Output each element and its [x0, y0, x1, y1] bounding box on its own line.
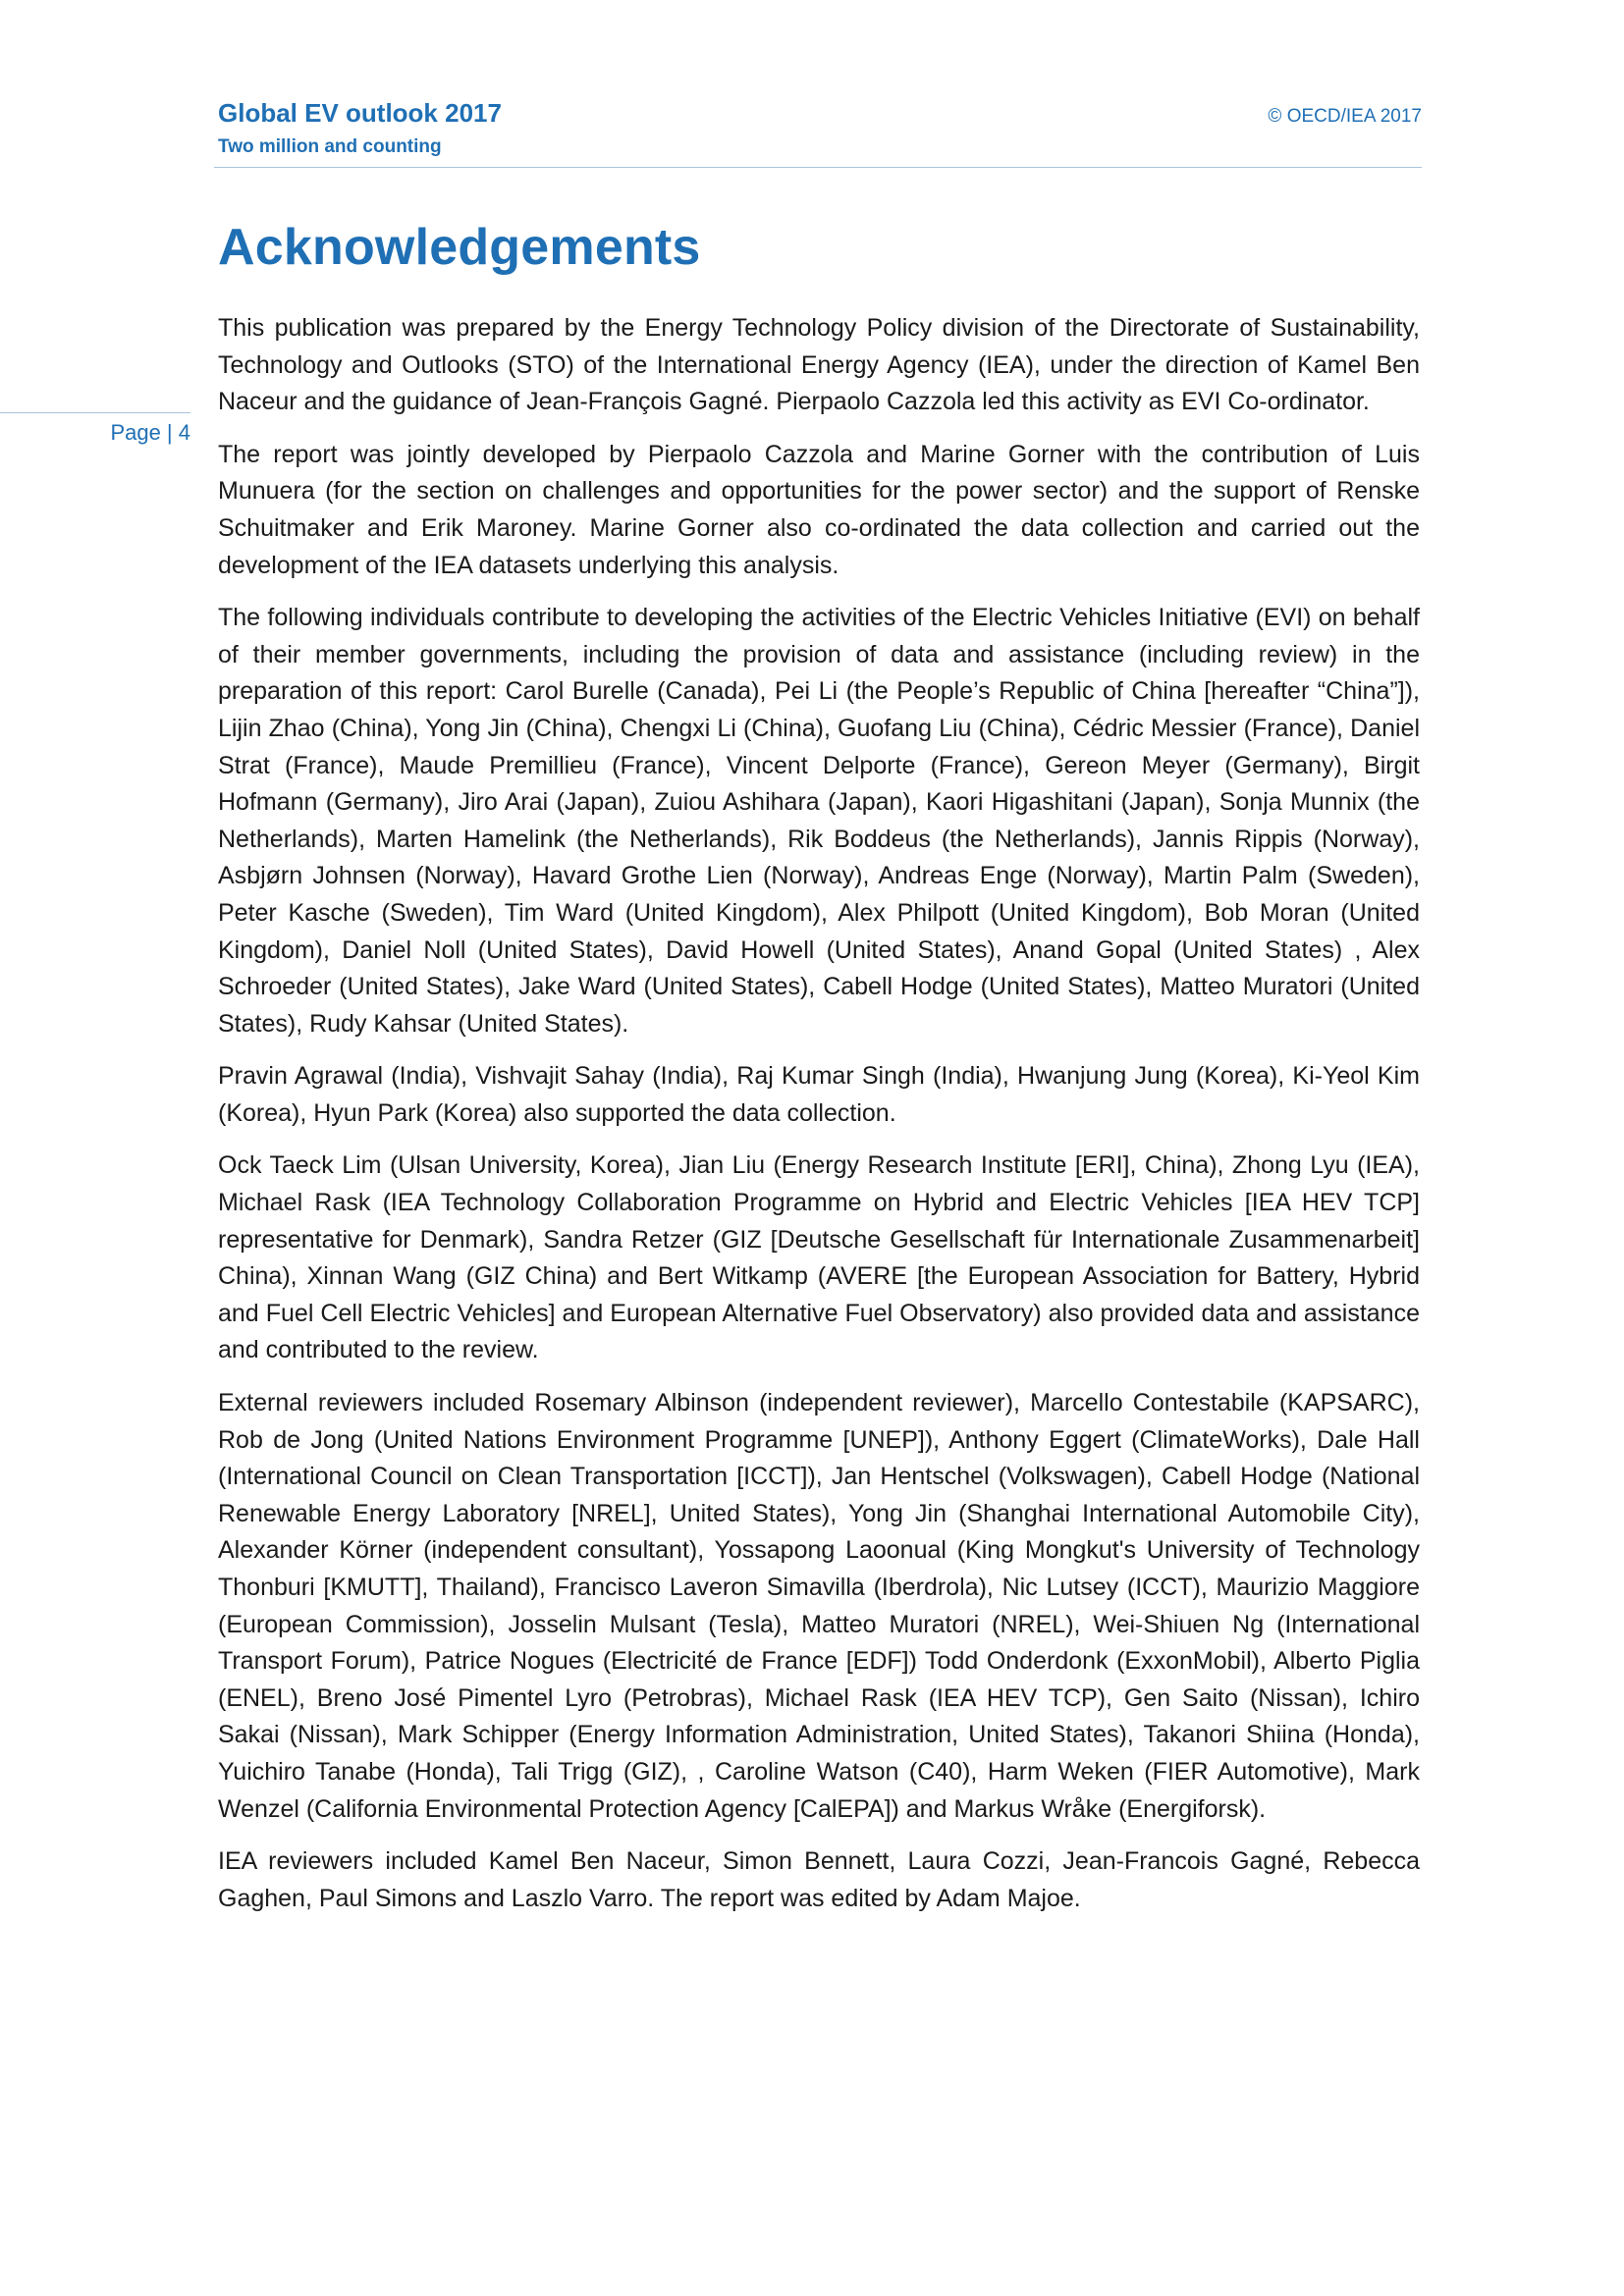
header-divider — [214, 167, 1422, 168]
paragraph-iea-reviewers: IEA reviewers included Kamel Ben Naceur, Simon Bennett, Laura Cozzi, Jean-Francois Gagné, Rebecca Gaghen, Paul Simons and Laszlo Varro. The report was edited by Adam Majoe. — [218, 1847, 1420, 1912]
paragraph-authors: The report was jointly developed by Pierpaolo Cazzola and Marine Gorner with the contribution of Luis Munuera (for the section on challenges and opportunities for the power sector) and the support of Renske Schuitmaker and Erik Maroney. Marine Gorner also co-ordinated the data collection and carried out the development of the IEA datasets underlying this analysis. — [218, 440, 1420, 579]
page-title: Acknowledgements — [218, 219, 701, 276]
paragraph-evi-contributors: The following individuals contribute to developing the activities of the Electric Vehicles Initiative (EVI) on behalf of their member governments, including the provision of data and assistance (including review) in the preparation of this report: Carol Burelle (Canada), Pei Li (the People’s Republic of China [hereafter “China”]), Lijin Zhao (China), Yong Jin (China), Chengxi Li (China), Guofang Liu (China), Cédric Messier (France), Daniel Strat (France), Maude Premillieu (France), Vincent Delporte (France), Gereon Meyer (Germany), Birgit Hofmann (Germany), Jiro Arai (Japan), Zuiou Ashihara (Japan), Kaori Higashitani (Japan), Sonja Munnix (the Netherlands), Marten Hamelink (the Netherlands), Rik Boddeus (the Netherlands), Jannis Rippis (Norway), Asbjørn Johnsen (Norway), Havard Grothe Lien (Norway), Andreas Enge (Norway), Martin Palm (Sweden), Peter Kasche (Sweden), Tim Ward (United Kingdom), Alex Philpott (United Kingdom), Bob Moran (United Kingdom), Daniel Noll (United States), David Howell (United States), Anand Gopal (United States) , Alex Schroeder (United States), Jake Ward (United States), Cabell Hodge (United States), Matteo Muratori (United States), Rudy Kahsar (United States). — [218, 604, 1420, 1038]
header-copyright: © OECD/IEA 2017 — [1268, 106, 1422, 127]
header-title: Global EV outlook 2017 — [218, 98, 502, 128]
paragraph-data-collection: Pravin Agrawal (India), Vishvajit Sahay (India), Raj Kumar Singh (India), Hwanjung Jung (Korea), Ki-Yeol Kim (Korea), Hyun Park (Korea) also supported the data collection. — [218, 1062, 1420, 1127]
header-subtitle: Two million and counting — [218, 136, 442, 157]
paragraph-external-reviewers: External reviewers included Rosemary Albinson (independent reviewer), Marcello Contestabile (KAPSARC), Rob de Jong (United Nations Environment Programme [UNEP]), Anthony Eggert (ClimateWorks), Dale Hall (International Council on Clean Transportation [ICCT]), Jan Hentschel (Volkswagen), Cabell Hodge (National Renewable Energy Laboratory [NREL], United States), Yong Jin (Shanghai International Automobile City), Alexander Körner (independent consultant), Yossapong Laoonual (King Mongkut's University of Technology Thonburi [KMUTT], Thailand), Francisco Laveron Simavilla (Iberdrola), Nic Lutsey (ICCT), Maurizio Maggiore (European Commission), Josselin Mulsant (Tesla), Matteo Muratori (NREL), Wei-Shiuen Ng (International Transport Forum), Patrice Nogues (Electricité de France [EDF]) Todd Onderdonk (ExxonMobil), Alberto Piglia (ENEL), Breno José Pimentel Lyro (Petrobras), Michael Rask (IEA HEV TCP), Gen Saito (Nissan), Ichiro Sakai (Nissan), Mark Schipper (Energy Information Administration, United States), Takanori Shiina (Honda), Yuichiro Tanabe (Honda), Tali Trigg (GIZ), , Caroline Watson (C40), Harm Weken (FIER Automotive), Mark Wenzel (California Environmental Protection Agency [CalEPA]) and Markus Wråke (Energiforsk). — [218, 1389, 1420, 1823]
page-number-divider — [0, 412, 190, 413]
body-text — [218, 310, 1420, 1933]
page-number: Page | 4 — [110, 420, 190, 445]
paragraph-preparation: This publication was prepared by the Energy Technology Policy division of the Directorate of Sustainability, Technology and Outlooks (STO) of the International Energy Agency (IEA), under the direction of Kamel Ben Naceur and the guidance of Jean-François Gagné. Pierpaolo Cazzola led this activity as EVI Co-ordinator. — [218, 314, 1420, 416]
paragraph-assistance: Ock Taeck Lim (Ulsan University, Korea), Jian Liu (Energy Research Institute [ERI], China), Zhong Lyu (IEA), Michael Rask (IEA Technology Collaboration Programme on Hybrid and Electric Vehicles [IEA HEV TCP] representative for Denmark), Sandra Retzer (GIZ [Deutsche Gesellschaft für Internationale Zusammenarbeit] China), Xinnan Wang (GIZ China) and Bert Witkamp (AVERE [the European Association for Battery, Hybrid and Fuel Cell Electric Vehicles] and European Alternative Fuel Observatory) also provided data and assistance and contributed to the review. — [218, 1151, 1420, 1364]
